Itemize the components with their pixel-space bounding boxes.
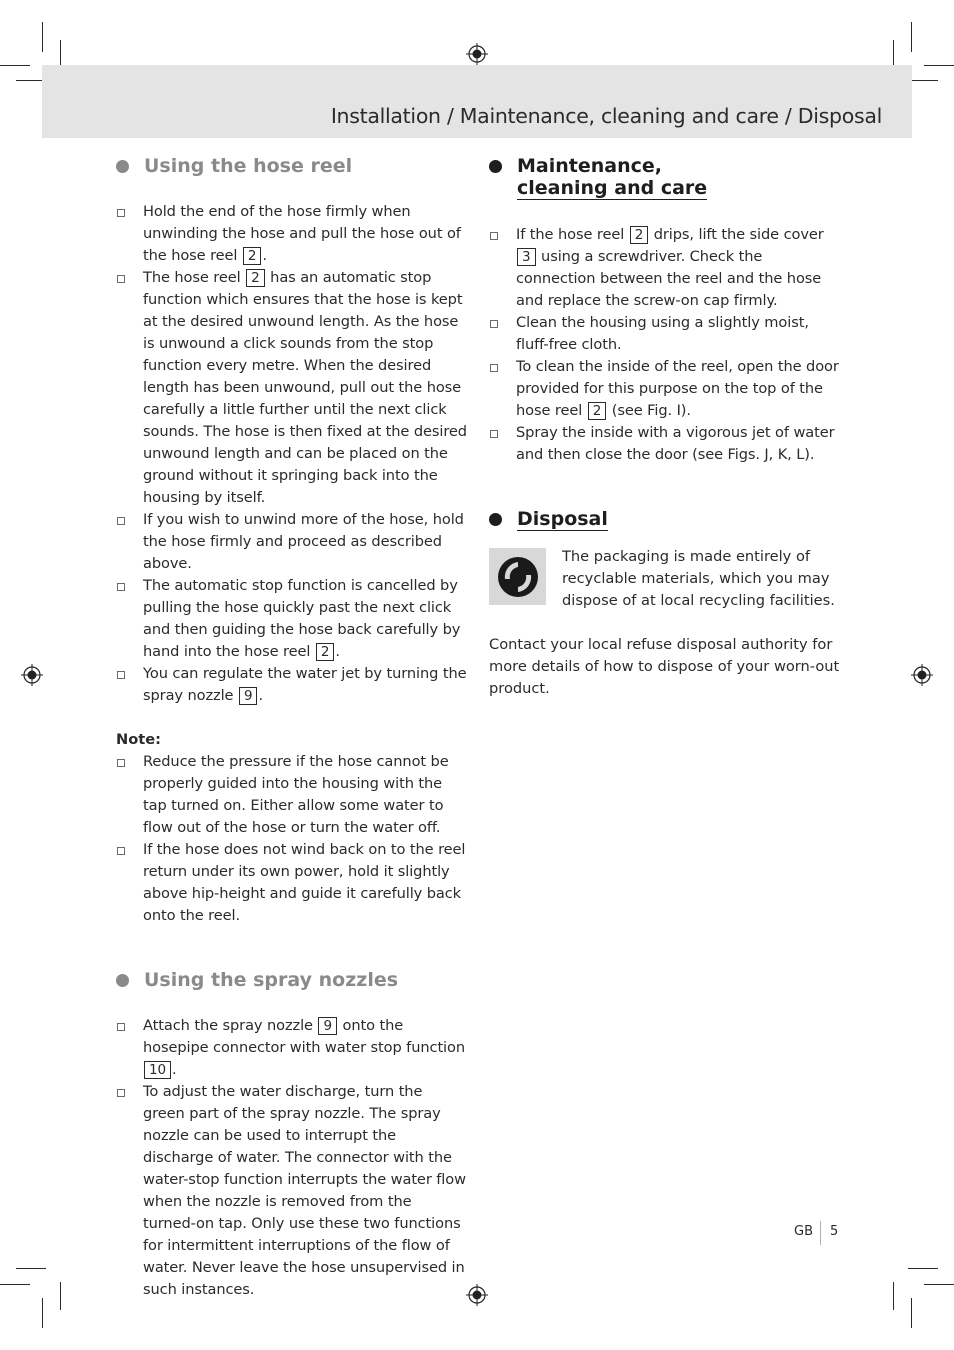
checkbox-bullet-icon: [117, 517, 125, 525]
checkbox-bullet-icon: [117, 847, 125, 855]
crop-mark: [924, 1284, 954, 1285]
crop-mark: [908, 1268, 938, 1269]
bullet-dot-icon: [489, 513, 502, 526]
list-item: If you wish to unwind more of the hose, hold the hose firmly and proceed as described above.: [116, 509, 468, 575]
list-item: Attach the spray nozzle 9 onto the hosepipe connector with water stop function 10 .: [116, 1015, 468, 1081]
crop-mark: [42, 22, 43, 52]
list-item: Hold the end of the hose firmly when unwinding the hose and pull the hose out of the hose reel 2 .: [116, 201, 468, 267]
section-heading-hose-reel: Using the hose reel: [116, 155, 468, 177]
disposal-packaging: [489, 546, 841, 612]
footer-divider: [820, 1221, 821, 1245]
bullet-dot-icon: [116, 160, 129, 173]
part-reference: 9: [239, 687, 258, 705]
recycling-green-dot-icon: [489, 548, 546, 605]
crop-mark: [924, 65, 954, 66]
bullet-dot-icon: [489, 160, 502, 173]
crop-mark: [893, 40, 894, 68]
bullet-dot-icon: [116, 974, 129, 987]
list-item: To adjust the water discharge, turn the green part of the spray nozzle. The spray nozzle can be used to interrupt the discharge of water. The connector with the water-stop function interrupts the water flow when the nozzle is removed from the turned-on tap. Only use these two functions for intermittent interruptions of the flow of water. Never leave the hose unsupervised in such instances.: [116, 1081, 468, 1301]
checkbox-bullet-icon: [117, 209, 125, 217]
crop-mark: [893, 1282, 894, 1310]
page-title: Installation / Maintenance, cleaning and care / Disposal: [330, 104, 882, 128]
list-item: The automatic stop function is cancelled by pulling the hose quickly past the next click and then guiding the hose back carefully by hand into the hose reel 2 .: [116, 575, 468, 663]
part-reference: 3: [517, 248, 536, 266]
crop-mark: [0, 65, 30, 66]
list-item: If the hose does not wind back on to the reel return under its own power, hold it slightly above hip-height and guide it carefully back onto the reel.: [116, 839, 468, 927]
disposal-contact-text: Contact your local refuse disposal authority for more details of how to dispose of your worn-out product.: [489, 636, 840, 697]
part-reference: 2: [630, 226, 649, 244]
packaging-text: The packaging is made entirely of recyclable materials, which you may dispose of at local recycling facilities.: [562, 548, 835, 609]
part-reference: 9: [318, 1017, 337, 1035]
hose-reel-list: [116, 201, 468, 707]
part-reference: 2: [316, 643, 335, 661]
list-item: Reduce the pressure if the hose cannot be properly guided into the housing with the tap turned on. Either allow some water to flow out of the hose or turn the water off.: [116, 751, 468, 839]
list-item: Spray the inside with a vigorous jet of water and then close the door (see Figs. J, K, L).: [489, 422, 841, 466]
part-reference: 2: [243, 247, 262, 265]
note-heading: Note:: [116, 731, 161, 748]
checkbox-bullet-icon: [490, 320, 498, 328]
registration-mark-icon: [466, 1284, 488, 1306]
footer-language-code: GB: [794, 1224, 813, 1239]
note-list: [116, 751, 468, 927]
crop-mark: [42, 1298, 43, 1328]
list-item: You can regulate the water jet by turning the spray nozzle 9 .: [116, 663, 468, 707]
maintenance-list: [489, 224, 841, 466]
checkbox-bullet-icon: [490, 430, 498, 438]
list-item: To clean the inside of the reel, open the door provided for this purpose on the top of the hose reel 2 (see Fig. I).: [489, 356, 841, 422]
crop-mark: [60, 1282, 61, 1310]
part-reference: 2: [588, 402, 607, 420]
checkbox-bullet-icon: [117, 671, 125, 679]
left-column: [116, 155, 468, 1301]
section-heading-disposal: Disposal: [489, 508, 841, 531]
crop-mark: [16, 1268, 46, 1269]
registration-mark-icon: [21, 664, 43, 686]
crop-mark: [911, 1298, 912, 1328]
checkbox-bullet-icon: [117, 1023, 125, 1031]
checkbox-bullet-icon: [117, 1089, 125, 1097]
registration-mark-icon: [466, 43, 488, 65]
part-reference: 2: [246, 269, 265, 287]
checkbox-bullet-icon: [117, 275, 125, 283]
checkbox-bullet-icon: [490, 232, 498, 240]
registration-mark-icon: [911, 664, 933, 686]
spray-nozzle-list: [116, 1015, 468, 1301]
right-column: [489, 155, 841, 700]
list-item: The hose reel 2 has an automatic stop function which ensures that the hose is kept at the desired unwound length. As the hose is unwound a click sounds from the stop function every metre. When the desired length has been unwound, pull out the hose carefully a little further until the next click sounds. The hose is then fixed at the desired unwound length and can be placed on the ground without it springing back into the housing by itself.: [116, 267, 468, 509]
section-heading-spray-nozzles: Using the spray nozzles: [116, 969, 468, 991]
crop-mark: [0, 1284, 30, 1285]
checkbox-bullet-icon: [117, 583, 125, 591]
checkbox-bullet-icon: [117, 759, 125, 767]
crop-mark: [908, 80, 938, 81]
section-heading-maintenance: Maintenance, cleaning and care: [489, 155, 841, 200]
checkbox-bullet-icon: [490, 364, 498, 372]
crop-mark: [911, 22, 912, 52]
list-item: Clean the housing using a slightly moist, fluff-free cloth.: [489, 312, 841, 356]
crop-mark: [60, 40, 61, 68]
part-reference: 10: [144, 1061, 171, 1079]
page-number: 5: [830, 1224, 839, 1239]
list-item: If the hose reel 2 drips, lift the side cover 3 using a screwdriver. Check the connection between the reel and the hose and replace the screw-on cap firmly.: [489, 224, 841, 312]
